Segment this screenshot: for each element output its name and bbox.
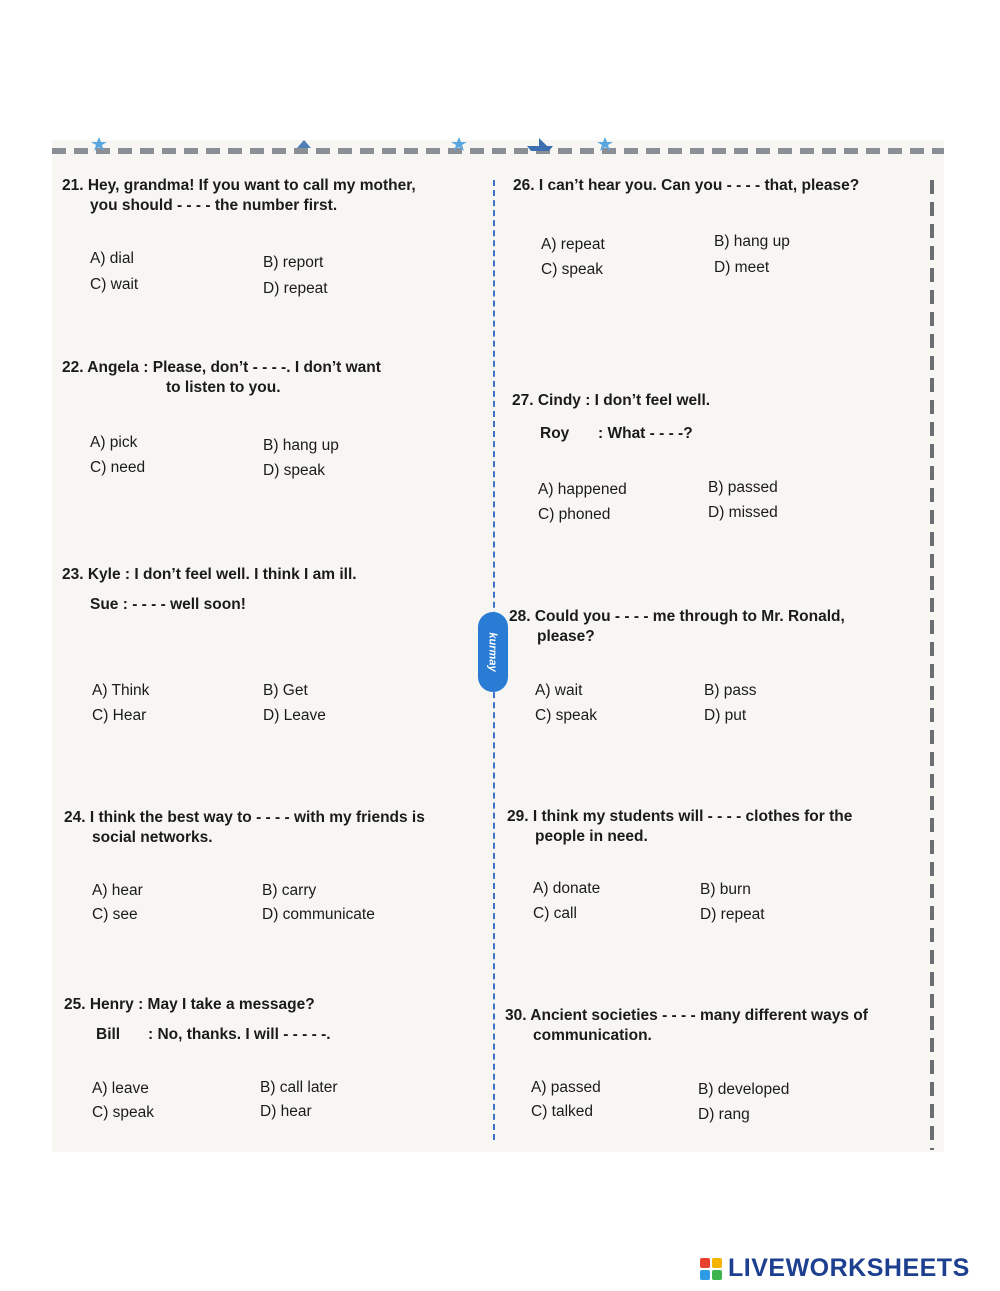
question-stem: social networks. xyxy=(92,829,213,846)
question-stem: please? xyxy=(537,628,595,645)
question-stem: 24. I think the best way to - - - - with my friends is xyxy=(64,809,425,826)
star-decoration-icon xyxy=(90,136,108,152)
question-24 xyxy=(64,808,484,848)
option-a[interactable]: A) donate xyxy=(533,880,601,897)
boat-decoration-icon xyxy=(525,136,555,152)
option-c[interactable]: C) Hear xyxy=(92,707,147,724)
question-21 xyxy=(62,176,482,216)
option-a[interactable]: A) Think xyxy=(92,682,150,699)
star-decoration-icon xyxy=(596,136,614,152)
top-dashed-border xyxy=(52,148,944,154)
question-28 xyxy=(509,607,919,647)
option-b[interactable]: B) call later xyxy=(260,1079,338,1096)
option-d[interactable]: D) Leave xyxy=(263,707,326,724)
option-c[interactable]: C) wait xyxy=(90,276,139,293)
option-a[interactable]: A) wait xyxy=(535,682,583,699)
question-stem: people in need. xyxy=(535,828,648,845)
option-b[interactable]: B) burn xyxy=(700,881,751,898)
option-d[interactable]: D) speak xyxy=(263,462,326,479)
question-stem: 28. Could you - - - - me through to Mr. Ronald, xyxy=(509,608,845,625)
option-d[interactable]: D) missed xyxy=(708,504,778,521)
option-b[interactable]: B) passed xyxy=(708,479,778,496)
question-29 xyxy=(507,807,917,847)
question-stem: 30. Ancient societies - - - - many different ways of xyxy=(505,1007,868,1024)
option-a[interactable]: A) passed xyxy=(531,1079,601,1096)
option-a[interactable]: A) repeat xyxy=(541,236,605,253)
option-c[interactable]: C) see xyxy=(92,906,138,923)
dialogue-speaker: Bill xyxy=(96,1026,121,1043)
bird-decoration-icon xyxy=(295,136,313,152)
liveworksheets-logo[interactable] xyxy=(700,1254,970,1283)
option-c[interactable]: C) phoned xyxy=(538,506,611,523)
right-dashed-border xyxy=(930,180,934,1150)
option-c[interactable]: C) need xyxy=(90,459,146,476)
option-c[interactable]: C) talked xyxy=(531,1103,594,1120)
blocks-logo-icon xyxy=(700,1258,722,1280)
option-b[interactable]: B) carry xyxy=(262,882,317,899)
question-stem: 29. I think my students will - - - - clothes for the xyxy=(507,808,853,825)
option-b[interactable]: B) developed xyxy=(698,1081,790,1098)
question-stem: communication. xyxy=(533,1027,652,1044)
option-b[interactable]: B) hang up xyxy=(263,437,339,454)
question-22 xyxy=(62,358,482,398)
option-d[interactable]: D) hear xyxy=(260,1103,312,1120)
question-23 xyxy=(62,565,482,615)
question-stem: 23. Kyle : I don’t feel well. I think I am ill. xyxy=(62,566,357,583)
option-c[interactable]: C) speak xyxy=(535,707,598,724)
option-c[interactable]: C) speak xyxy=(541,261,604,278)
option-b[interactable]: B) Get xyxy=(263,682,308,699)
option-d[interactable]: D) rang xyxy=(698,1106,750,1123)
question-30 xyxy=(505,1006,925,1046)
publisher-tab: kurmay xyxy=(478,612,508,692)
option-a[interactable]: A) pick xyxy=(90,434,138,451)
option-d[interactable]: D) repeat xyxy=(700,906,765,923)
question-stem: 21. Hey, grandma! If you want to call my mother, xyxy=(62,177,416,194)
question-stem: : What - - - -? xyxy=(598,425,693,442)
option-d[interactable]: D) communicate xyxy=(262,906,375,923)
question-stem: Sue : - - - - well soon! xyxy=(90,596,246,613)
question-stem: : No, thanks. I will - - - - -. xyxy=(148,1026,331,1043)
option-a[interactable]: A) hear xyxy=(92,882,143,899)
option-b[interactable]: B) hang up xyxy=(714,233,790,250)
option-a[interactable]: A) happened xyxy=(538,481,627,498)
question-stem: 25. Henry : May I take a message? xyxy=(64,996,315,1013)
option-c[interactable]: C) call xyxy=(533,905,577,922)
question-26 xyxy=(513,176,923,196)
option-b[interactable]: B) pass xyxy=(704,682,757,699)
brand-name: LIVEWORKSHEETS xyxy=(728,1254,970,1282)
option-d[interactable]: D) put xyxy=(704,707,747,724)
question-stem: 22. Angela : Please, don’t - - - -. I don’t want xyxy=(62,359,381,376)
question-27 xyxy=(512,391,922,411)
option-b[interactable]: B) report xyxy=(263,254,324,271)
question-stem: you should - - - - the number first. xyxy=(90,197,338,214)
question-25 xyxy=(64,995,484,1015)
option-a[interactable]: A) leave xyxy=(92,1080,149,1097)
star-decoration-icon xyxy=(450,136,468,152)
question-stem: to listen to you. xyxy=(166,379,281,396)
question-stem: 26. I can’t hear you. Can you - - - - that, please? xyxy=(513,177,860,194)
option-d[interactable]: D) repeat xyxy=(263,280,328,297)
dialogue-speaker: Roy xyxy=(540,425,570,442)
option-a[interactable]: A) dial xyxy=(90,250,134,267)
option-c[interactable]: C) speak xyxy=(92,1104,155,1121)
question-stem: 27. Cindy : I don’t feel well. xyxy=(512,392,711,409)
option-d[interactable]: D) meet xyxy=(714,259,770,276)
